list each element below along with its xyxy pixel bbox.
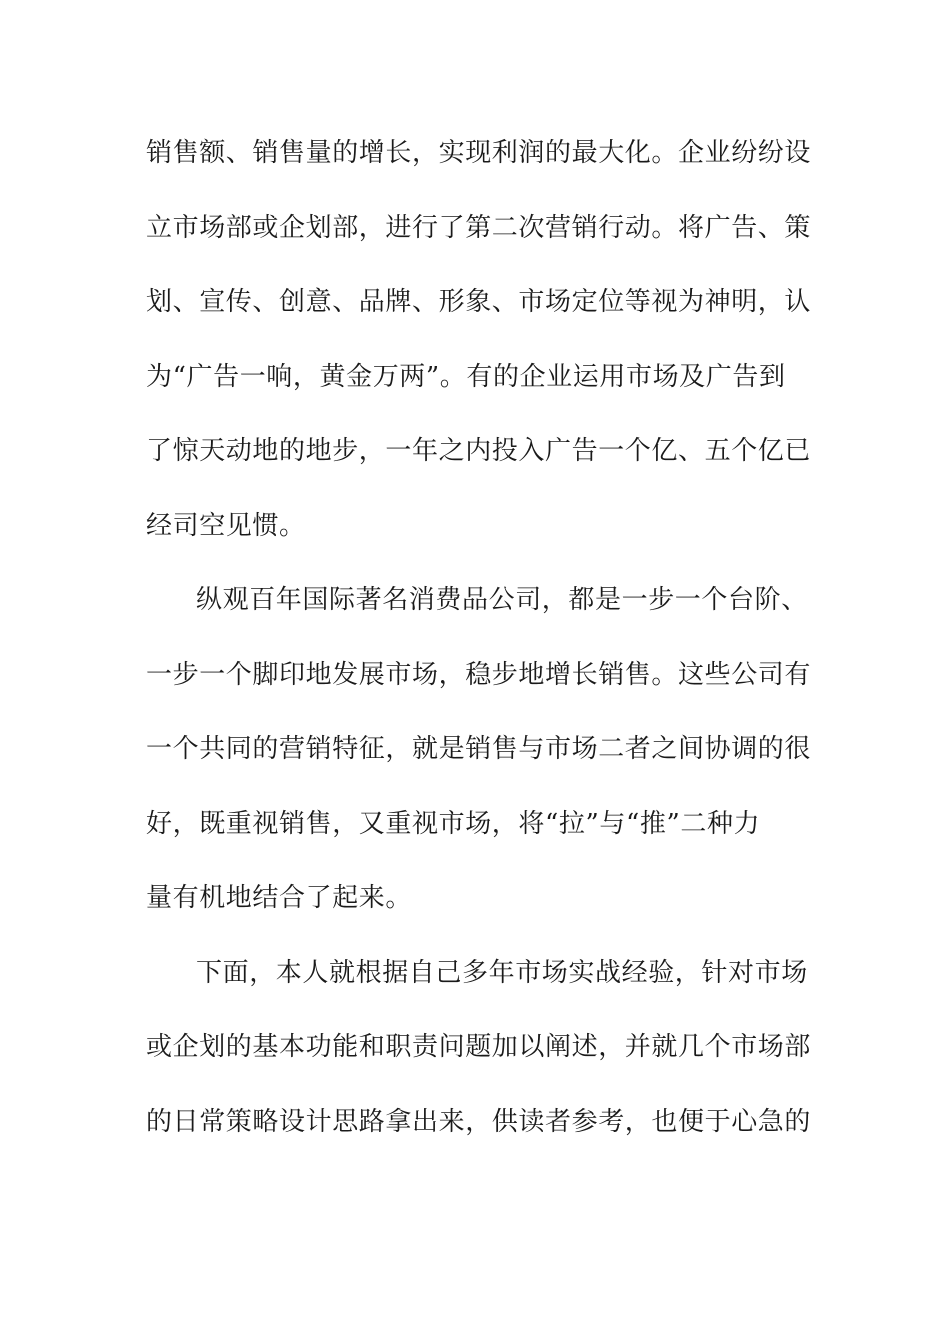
text-line: 或企划的基本功能和职责问题加以阐述，并就几个市场部 [146,1032,812,1062]
text-line: 划、宣传、创意、品牌、形象、市场定位等视为神明，认 [146,287,812,317]
text-line: 量有机地结合了起来。 [146,883,413,913]
document-body [146,133,812,1176]
text-line: 销售额、销售量的增长，实现利润的最大化。企业纷纷设 [146,138,812,168]
text-line: 了惊天动地的地步，一年之内投入广告一个亿、五个亿已 [146,436,812,466]
text-line: 一个共同的营销特征，就是销售与市场二者之间协调的很 [146,734,812,764]
text-line: 为“广告一响，黄金万两”。有的企业运用市场及广告到 [146,361,786,392]
text-line: 好，既重视销售，又重视市场，将“拉”与“推”二种力 [146,808,761,839]
paragraph-1 [146,133,812,580]
text-line: 一步一个脚印地发展市场，稳步地增长销售。这些公司有 [146,659,812,690]
paragraph-2 [146,580,812,953]
text-line: 经司空见惯。 [146,510,306,541]
text-line-indented: 纵观百年国际著名消费品公司，都是一步一个台阶、 [196,585,808,615]
paragraph-3 [146,953,812,1177]
text-line: 立市场部或企划部，进行了第二次营销行动。将广告、策 [146,212,812,243]
text-line-indented: 下面，本人就根据自己多年市场实战经验，针对市场 [196,957,808,988]
text-line: 的日常策略设计思路拿出来，供读者参考，也便于心急的 [146,1106,812,1137]
